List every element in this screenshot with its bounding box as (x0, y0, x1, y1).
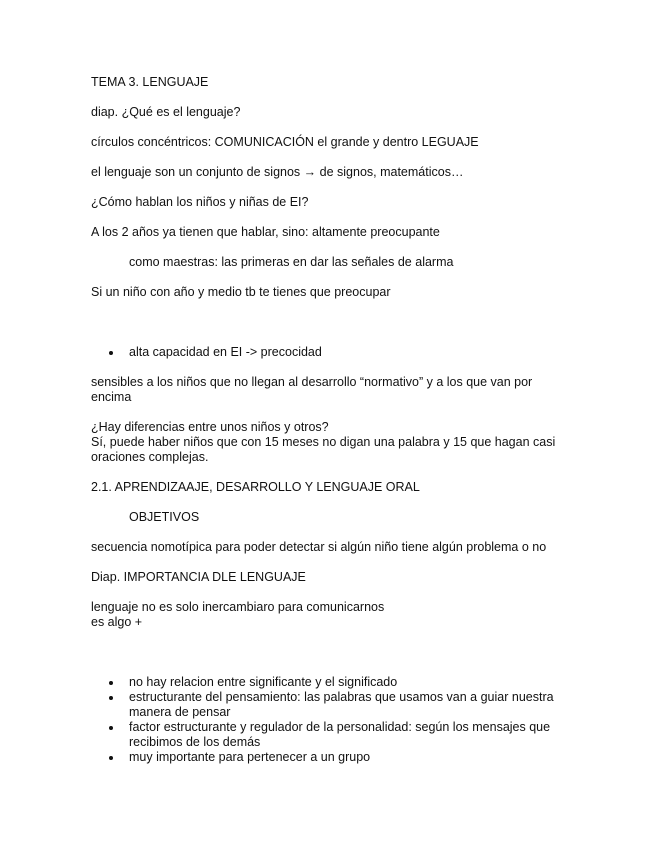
document-title: TEMA 3. LENGUAJE (91, 75, 209, 89)
list-item: no hay relacion entre significante y el significado (129, 675, 571, 690)
answer-diferencias: Sí, puede haber niños que con 15 meses no digan una palabra y 15 que hagan casi oraciones complejas. (91, 435, 556, 464)
line-conjunto-signos: el lenguaje son un conjunto de signos → de signos, matemáticos… (91, 165, 464, 179)
line-secuencia: secuencia nomotípica para poder detectar si algún niño tiene algún problema o no (91, 540, 547, 554)
line-diap-que-es: diap. ¿Qué es el lenguaje? (91, 105, 241, 119)
list-item: alta capacidad en EI -> precocidad (129, 345, 571, 360)
bullet-list-precocidad (91, 345, 571, 360)
line-como-maestras: como maestras: las primeras en dar las señales de alarma (129, 255, 454, 269)
line-circulos: círculos concéntricos: COMUNICACIÓN el grande y dentro LEGUAJE (91, 135, 479, 149)
section-heading: 2.1. APRENDIZAAJE, DESARROLLO Y LENGUAJE ORAL (91, 480, 420, 494)
list-item: factor estructurante y regulador de la personalidad: según los mensajes que recibimos de los demás (129, 720, 571, 750)
para-sensibles: sensibles a los niños que no llegan al desarrollo “normativo” y a los que van por encima (91, 375, 533, 404)
bullet-list-importancia (91, 675, 571, 765)
question-diferencias: ¿Hay diferencias entre unos niños y otros? (91, 420, 329, 434)
diap-importancia: Diap. IMPORTANCIA DLE LENGUAJE (91, 570, 306, 584)
objetivos-heading: OBJETIVOS (129, 510, 200, 524)
line-como-hablan: ¿Cómo hablan los niños y niñas de EI? (91, 195, 309, 209)
document-page (91, 75, 571, 765)
line-dos-anos: A los 2 años ya tienen que hablar, sino: altamente preocupante (91, 225, 440, 239)
line-ano-y-medio: Si un niño con año y medio tb te tienes que preocupar (91, 285, 391, 299)
list-item: estructurante del pensamiento: las palabras que usamos van a guiar nuestra manera de pensar (129, 690, 571, 720)
line-es-algo: es algo + (91, 615, 143, 629)
list-item: muy importante para pertenecer a un grupo (129, 750, 571, 765)
line-lenguaje-no-es: lenguaje no es solo inercambiaro para comunicarnos (91, 600, 385, 614)
